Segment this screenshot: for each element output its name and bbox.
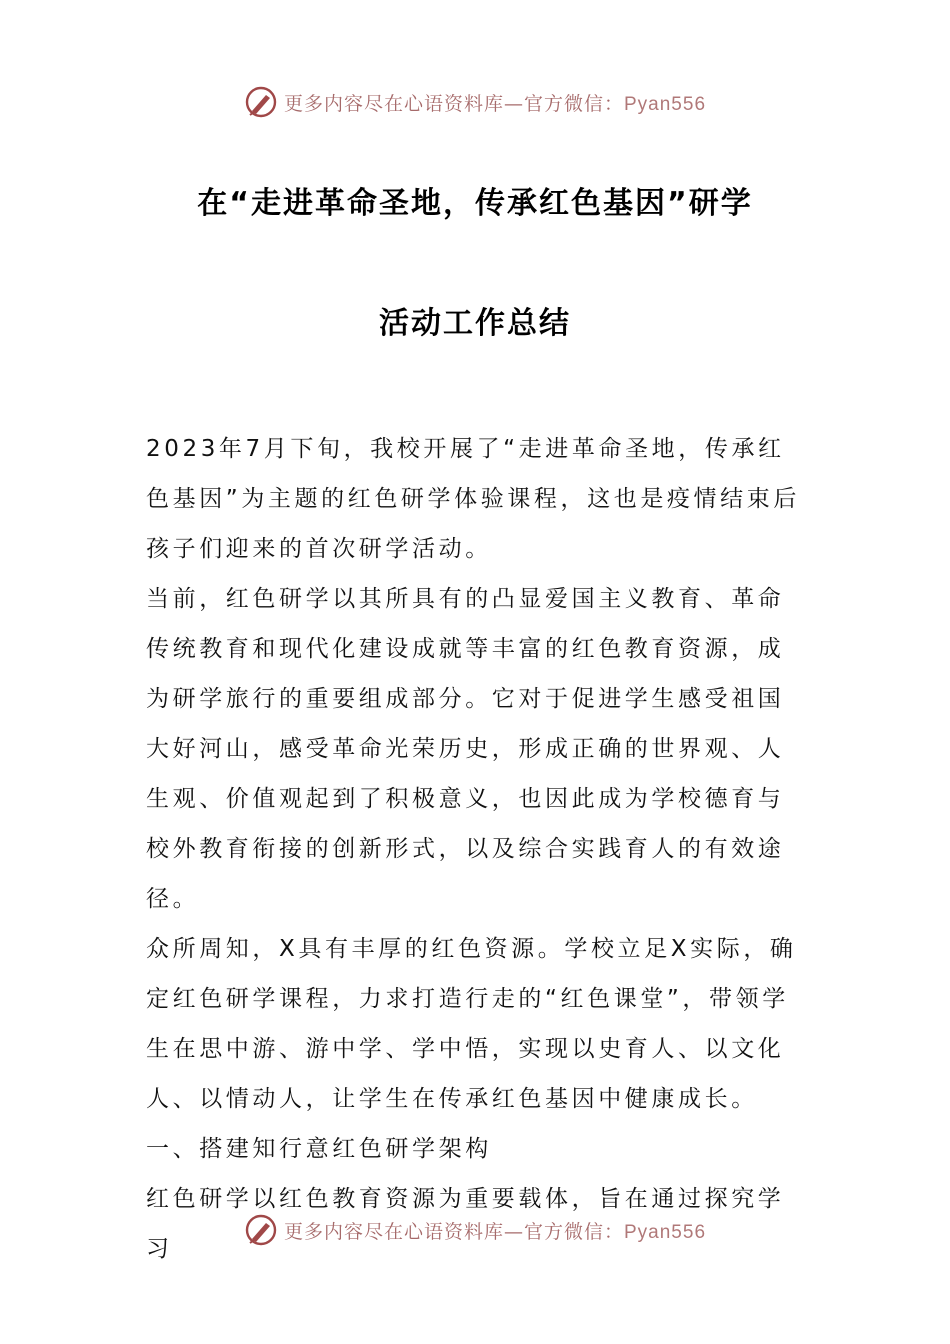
paragraph: 众所周知，X具有丰厚的红色资源。学校立足X实际，确定红色研学课程，力求打造行走的“红色课堂”，带领学生在思中游、游中学、学中悟，实现以史育人、以文化人、以情动人，让学生在传承红色基因中健康成长。 [146,936,797,1112]
watermark-text: 更多内容尽在心语资料库—官方微信：Pyan556 [283,92,707,115]
paragraph: 2023年7月下旬，我校开展了“走进革命圣地，传承红色基因”为主题的红色研学体验课程，这也是疫情结束后孩子们迎来的首次研学活动。 [146,436,800,562]
document-title-line-2: 活动工作总结 [379,306,571,341]
pen-seal-icon [244,1213,278,1247]
document-body [146,424,806,1274]
header-watermark [0,82,950,122]
paragraph: 当前，红色研学以其所具有的凸显爱国主义教育、革命传统教育和现代化建设成就等丰富的红色教育资源，成为研学旅行的重要组成部分。它对于促进学生感受祖国大好河山，感受革命光荣历史，形成正确的世界观、人生观、价值观起到了积极意义，也因此成为学校德育与校外教育衔接的创新形式，以及综合实践育人的有效途径。 [146,586,785,912]
paragraph: 红色研学以红色教育资源为重要载体，旨在通过探究学习 [146,1186,785,1262]
watermark-wechat-id: Pyan556 [624,93,707,115]
watermark-text: 更多内容尽在心语资料库—官方微信：Pyan556 [283,1220,707,1243]
footer-watermark [0,1210,950,1250]
pen-seal-icon [244,85,278,119]
watermark-wechat-id: Pyan556 [624,1221,707,1243]
document-title-line-1: 在“走进革命圣地，传承红色基因”研学 [197,186,753,221]
section-heading: 一、搭建知行意红色研学架构 [146,1136,492,1162]
